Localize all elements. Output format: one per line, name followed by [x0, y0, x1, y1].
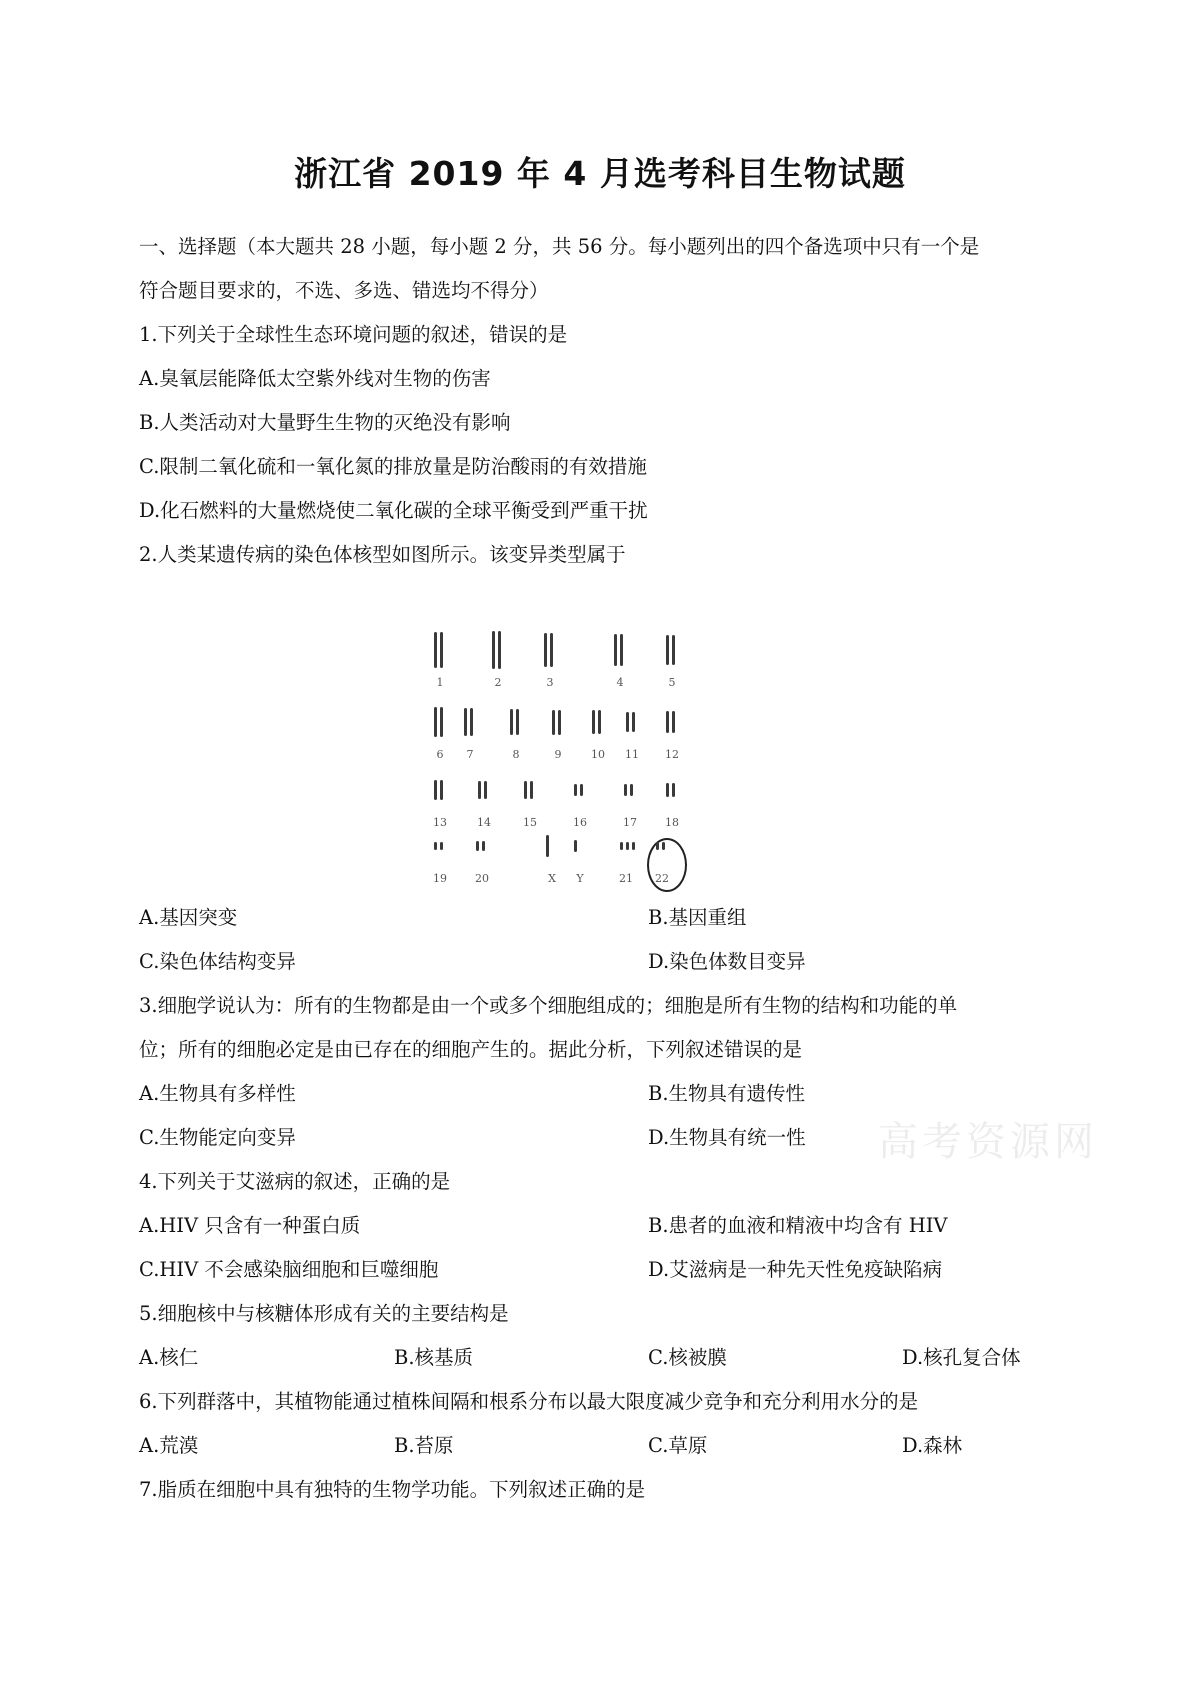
chromosome-13 [434, 780, 437, 800]
q3-stem-line2: 位；所有的细胞必定是由已存在的细胞产生的。据此分析，下列叙述错误的是 [139, 1038, 803, 1061]
chromosome-9 [558, 710, 561, 735]
chromosome-10 [598, 710, 601, 734]
section-intro-line2: 符合题目要求的，不选、多选、错选均不得分） [139, 279, 549, 302]
section-intro-line1: 一、选择题（本大题共 28 小题，每小题 2 分，共 56 分。每小题列出的四个备选项中只有一个是 [139, 235, 980, 258]
q1-option-a: A.臭氧层能降低太空紫外线对生物的伤害 [139, 367, 491, 390]
karyotype-label: 17 [623, 816, 637, 829]
chromosome-6 [440, 707, 443, 737]
karyotype-label: 3 [546, 676, 554, 689]
q4-option-b: B.患者的血液和精液中均含有 HIV [648, 1214, 948, 1237]
karyotype-label: 16 [573, 816, 587, 829]
karyotype-label: Y [576, 872, 584, 885]
chromosome-14 [478, 781, 481, 799]
karyotype-label: 12 [665, 748, 679, 761]
chromosome-1 [434, 632, 437, 668]
karyotype-label: X [548, 872, 556, 885]
chromosome-8 [516, 709, 519, 735]
q6-stem: 6.下列群落中，其植物能通过植株间隔和根系分布以最大限度减少竞争和充分利用水分的是 [139, 1390, 919, 1413]
karyotype-label: 5 [668, 676, 676, 689]
q2-option-c: C.染色体结构变异 [139, 950, 296, 973]
chromosome-3 [550, 633, 553, 667]
karyotype-label: 1 [436, 676, 444, 689]
chromosome-16 [580, 784, 583, 796]
q2-option-d: D.染色体数目变异 [648, 950, 806, 973]
q5-option-c: C.核被膜 [648, 1346, 727, 1369]
karyotype-label: 13 [433, 816, 447, 829]
chromosome-1 [440, 632, 443, 668]
q3-option-d: D.生物具有统一性 [648, 1126, 806, 1149]
chromosome-19 [440, 842, 443, 850]
q1-option-b: B.人类活动对大量野生生物的灭绝没有影响 [139, 411, 511, 434]
chromosome-18 [666, 783, 669, 797]
q3-option-c: C.生物能定向变异 [139, 1126, 296, 1149]
q1-option-d: D.化石燃料的大量燃烧使二氧化碳的全球平衡受到严重干扰 [139, 499, 648, 522]
q6-option-a: A.荒漠 [139, 1434, 199, 1457]
karyotype-label: 4 [616, 676, 624, 689]
karyotype-label: 21 [619, 872, 633, 885]
q6-option-c: C.草原 [648, 1434, 708, 1457]
chromosome-12 [666, 711, 669, 733]
chromosome-14 [484, 781, 487, 799]
q1-option-c: C.限制二氧化硫和一氧化氮的排放量是防治酸雨的有效措施 [139, 455, 647, 478]
q2-stem: 2.人类某遗传病的染色体核型如图所示。该变异类型属于 [139, 543, 626, 566]
chromosome-22 [662, 842, 665, 850]
chromosome-2 [492, 631, 495, 669]
q4-option-c: C.HIV 不会感染脑细胞和巨噬细胞 [139, 1258, 439, 1281]
chromosome-8 [510, 709, 513, 735]
chromosome-15 [524, 781, 527, 799]
chromosome-13 [440, 780, 443, 800]
karyotype-label: 19 [433, 872, 447, 885]
q5-option-d: D.核孔复合体 [902, 1346, 1021, 1369]
karyotype-label: 22 [655, 872, 669, 885]
chromosome-4 [620, 634, 623, 666]
q2-option-a: A.基因突变 [139, 906, 238, 929]
watermark: 高考资源网 [878, 1119, 1098, 1165]
karyotype-figure [433, 630, 740, 900]
q5-option-b: B.核基质 [394, 1346, 474, 1369]
chromosome-10 [592, 710, 595, 734]
karyotype-label: 18 [665, 816, 679, 829]
q3-stem-line1: 3.细胞学说认为：所有的生物都是由一个或多个细胞组成的；细胞是所有生物的结构和功能的单 [139, 994, 958, 1017]
q3-option-b: B.生物具有遗传性 [648, 1082, 806, 1105]
chromosome-4 [614, 634, 617, 666]
karyotype-label: 20 [475, 872, 489, 885]
q5-stem: 5.细胞核中与核糖体形成有关的主要结构是 [139, 1302, 509, 1325]
karyotype-label: 8 [512, 748, 520, 761]
chromosome-15 [530, 781, 533, 799]
chromosome-3 [544, 633, 547, 667]
q6-option-d: D.森林 [902, 1434, 963, 1457]
karyotype-label: 14 [477, 816, 491, 829]
q5-option-a: A.核仁 [139, 1346, 199, 1369]
chromosome-17 [630, 784, 633, 796]
chromosome-X [546, 835, 549, 857]
karyotype-label: 7 [466, 748, 474, 761]
karyotype-label: 2 [494, 676, 502, 689]
karyotype-label: 11 [625, 748, 639, 761]
q4-option-d: D.艾滋病是一种先天性免疫缺陷病 [648, 1258, 943, 1281]
chromosome-11 [632, 712, 635, 732]
q6-option-b: B.苔原 [394, 1434, 454, 1457]
chromosome-5 [666, 635, 669, 665]
karyotype-label: 6 [436, 748, 444, 761]
chromosome-11 [626, 712, 629, 732]
q7-stem: 7.脂质在细胞中具有独特的生物学功能。下列叙述正确的是 [139, 1478, 646, 1501]
q3-option-a: A.生物具有多样性 [139, 1082, 296, 1105]
chromosome-19 [434, 842, 437, 850]
q4-stem: 4.下列关于艾滋病的叙述，正确的是 [139, 1170, 451, 1193]
chromosome-18 [672, 783, 675, 797]
chromosome-6 [434, 707, 437, 737]
chromosome-22 [656, 842, 659, 850]
q2-option-b: B.基因重组 [648, 906, 747, 929]
chromosome-20 [476, 841, 479, 851]
chromosome-9 [552, 710, 555, 735]
q4-option-a: A.HIV 只含有一种蛋白质 [139, 1214, 361, 1237]
chromosome-16 [574, 784, 577, 796]
page-title: 浙江省 2019 年 4 月选考科目生物试题 [294, 154, 906, 193]
chromosome-5 [672, 635, 675, 665]
chromosome-7 [464, 708, 467, 736]
karyotype-label: 15 [523, 816, 537, 829]
chromosome-17 [624, 784, 627, 796]
chromosome-2 [498, 631, 501, 669]
karyotype-label: 9 [554, 748, 562, 761]
chromosome-21 [620, 842, 623, 850]
chromosome-21 [626, 842, 629, 850]
chromosome-12 [672, 711, 675, 733]
chromosome-20 [482, 841, 485, 851]
chromosome-21 [632, 842, 635, 850]
q1-stem: 1.下列关于全球性生态环境问题的叙述，错误的是 [139, 323, 568, 346]
chromosome-7 [470, 708, 473, 736]
chromosome-Y [574, 840, 577, 852]
karyotype-label: 10 [591, 748, 605, 761]
